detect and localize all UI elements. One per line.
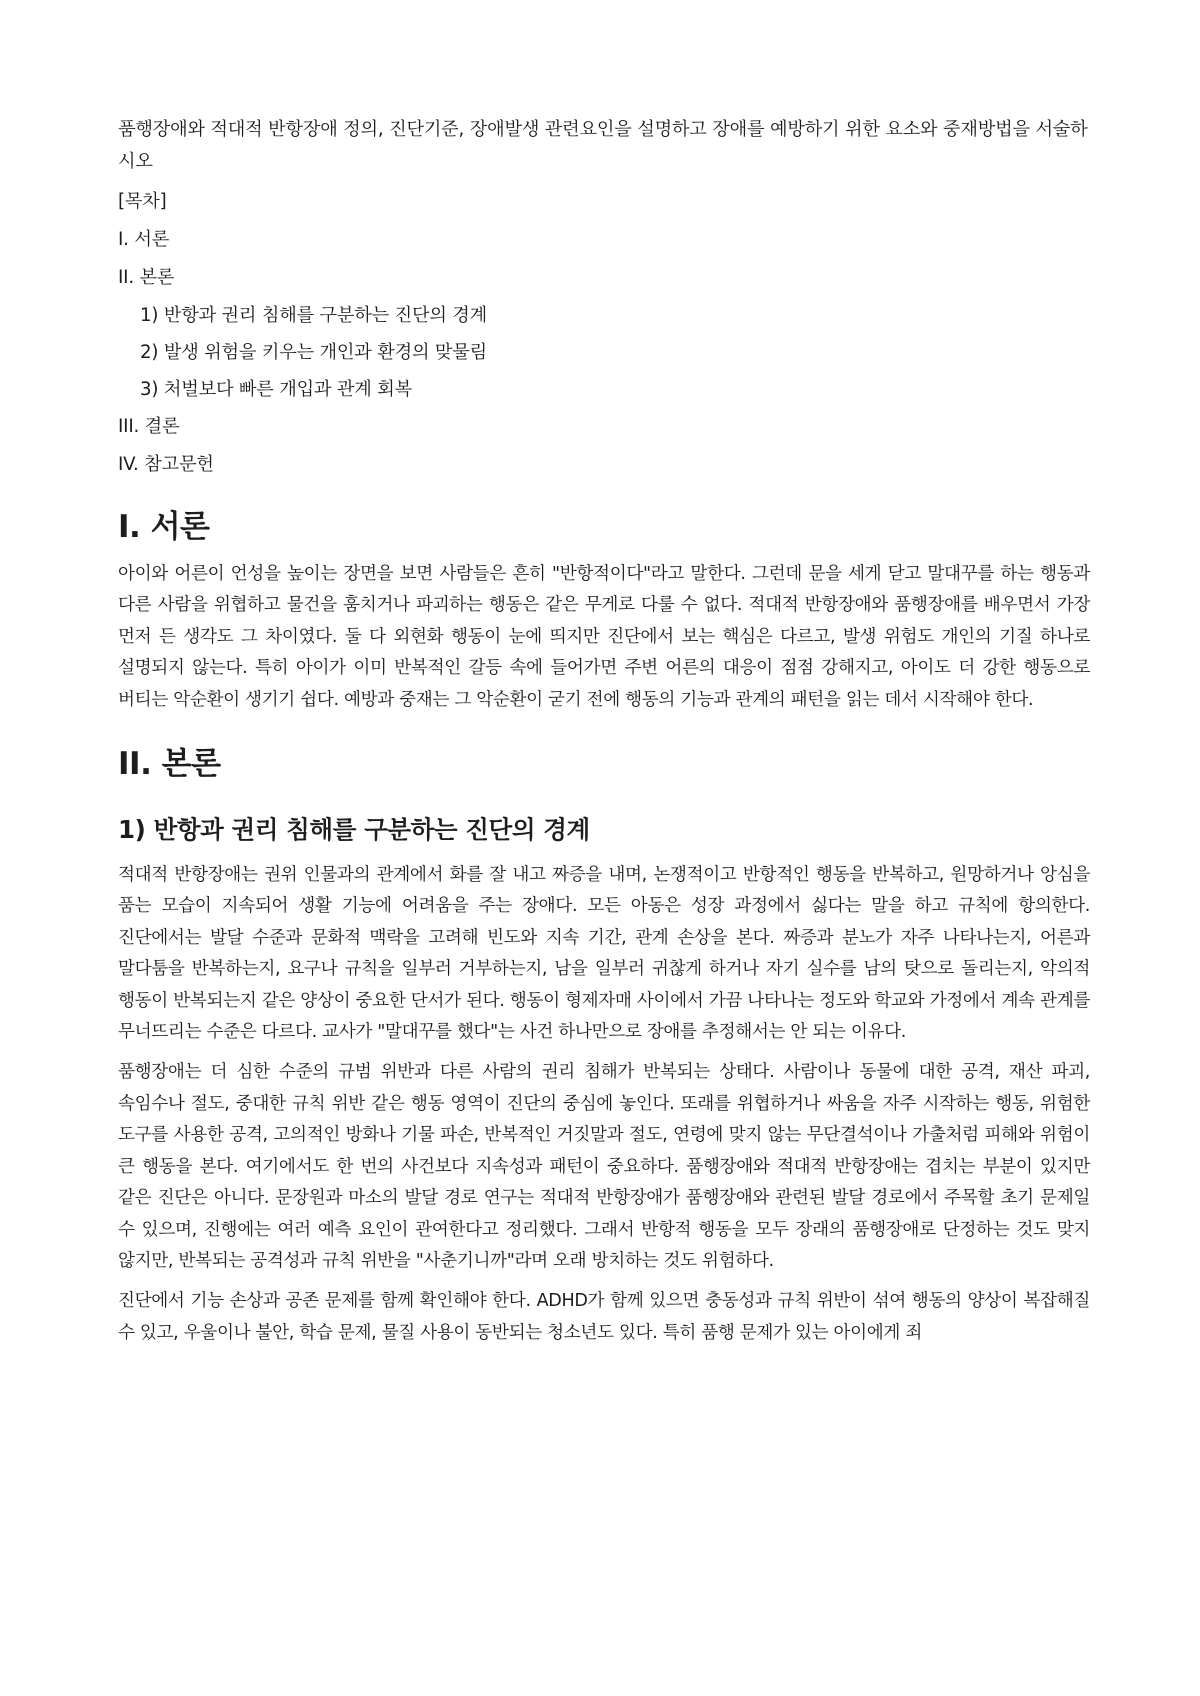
toc-subitem-3: 3) 처벌보다 빠른 개입과 관계 회복 [140, 379, 412, 400]
section-heading-body: II. 본론 [118, 746, 221, 783]
body-paragraph: 진단에서 기능 손상과 공존 문제를 함께 확인해야 한다. ADHD가 함께 있으면 충동성과 규칙 위반이 섞여 행동의 양상이 복잡해질 수 있고, 우울이나 불안, 학습 문제, 물질 사용이 동반되는 청소년도 있다. 특히 품행 문제가 있는 아이에게 죄 [118, 1291, 1090, 1343]
table-of-contents [118, 188, 1090, 479]
introduction-paragraph: 아이와 어른이 언성을 높이는 장면을 보면 사람들은 흔히 "반항적이다"라고 말한다. 그런데 문을 세게 닫고 말대꾸를 하는 행동과 다른 사람을 위협하고 물건을 훔치거나 파괴하는 행동은 같은 무게로 다룰 수 없다. 적대적 반항장애와 품행장애를 배우면서 가장 먼저 든 생각도 그 차이였다. 둘 다 외현화 행동이 눈에 띄지만 진단에서 보는 핵심은 다르고, 발생 위험도 개인의 기질 하나로 설명되지 않는다. 특히 아이가 이미 반복적인 갈등 속에 들어가면 주변 어른의 대응이 점점 강해지고, 아이도 더 강한 행동으로 버티는 악순환이 생기기 쉽다. 예방과 중재는 그 악순환이 굳기 전에 행동의 기능과 관계의 패턴을 읽는 데서 시작해야 한다. [118, 564, 1090, 710]
subsection-heading-1: 1) 반항과 권리 침해를 구분하는 진단의 경계 [118, 815, 590, 845]
toc-heading: [목차] [118, 191, 167, 212]
toc-subitem-2: 2) 발생 위험을 키우는 개인과 환경의 맞물림 [140, 342, 488, 363]
document-page [118, 114, 1090, 1358]
toc-item-references: IV. 참고문헌 [118, 454, 214, 475]
body-paragraph: 품행장애는 더 심한 수준의 규범 위반과 다른 사람의 권리 침해가 반복되는 상태다. 사람이나 동물에 대한 공격, 재산 파괴, 속임수나 절도, 중대한 규칙 위반 같은 행동 영역이 진단의 중심에 놓인다. 또래를 위협하거나 싸움을 자주 시작하는 행동, 위험한 도구를 사용한 공격, 고의적인 방화나 기물 파손, 반복적인 거짓말과 절도, 연령에 맞지 않는 무단결석이나 가출처럼 피해와 위험이 큰 행동을 본다. 여기에서도 한 번의 사건보다 지속성과 패턴이 중요하다. 품행장애와 적대적 반항장애는 겹치는 부분이 있지만 같은 진단은 아니다. 문장원과 마소의 발달 경로 연구는 적대적 반항장애가 품행장애와 관련된 발달 경로에서 주목할 초기 문제일 수 있으며, 진행에는 여러 예측 요인이 관여한다고 정리했다. 그래서 반항적 행동을 모두 장래의 품행장애로 단정하는 것도 맞지 않지만, 반복되는 공격성과 규칙 위반을 "사춘기니까"라며 오래 방치하는 것도 위험하다. [118, 1062, 1090, 1271]
assignment-prompt: 품행장애와 적대적 반항장애 정의, 진단기준, 장애발생 관련요인을 설명하고 장애를 예방하기 위한 요소와 중재방법을 서술하시오 [118, 119, 1088, 172]
toc-item-body: II. 본론 [118, 267, 175, 288]
section-heading-introduction: I. 서론 [118, 509, 210, 545]
toc-item-introduction: I. 서론 [118, 229, 170, 250]
toc-item-conclusion: III. 결론 [118, 416, 180, 437]
body-paragraph: 적대적 반항장애는 권위 인물과의 관계에서 화를 잘 내고 짜증을 내며, 논쟁적이고 반항적인 행동을 반복하고, 원망하거나 앙심을 품는 모습이 지속되어 생활 기능에 어려움을 주는 장애다. 모든 아동은 성장 과정에서 싫다는 말을 하고 규칙에 항의한다. 진단에서는 발달 수준과 문화적 맥락을 고려해 빈도와 지속 기간, 관계 손상을 본다. 짜증과 분노가 자주 나타나는지, 어른과 말다툼을 반복하는지, 요구나 규칙을 일부러 거부하는지, 남을 일부러 귀찮게 하거나 자기 실수를 남의 탓으로 돌리는지, 악의적 행동이 반복되는지 같은 양상이 중요한 단서가 된다. 행동이 형제자매 사이에서 가끔 나타나는 정도와 학교와 가정에서 계속 관계를 무너뜨리는 수준은 다르다. 교사가 "말대꾸를 했다"는 사건 하나만으로 장애를 추정해서는 안 되는 이유다. [118, 865, 1090, 1043]
toc-subitem-1: 1) 반항과 권리 침해를 구분하는 진단의 경계 [140, 305, 488, 326]
